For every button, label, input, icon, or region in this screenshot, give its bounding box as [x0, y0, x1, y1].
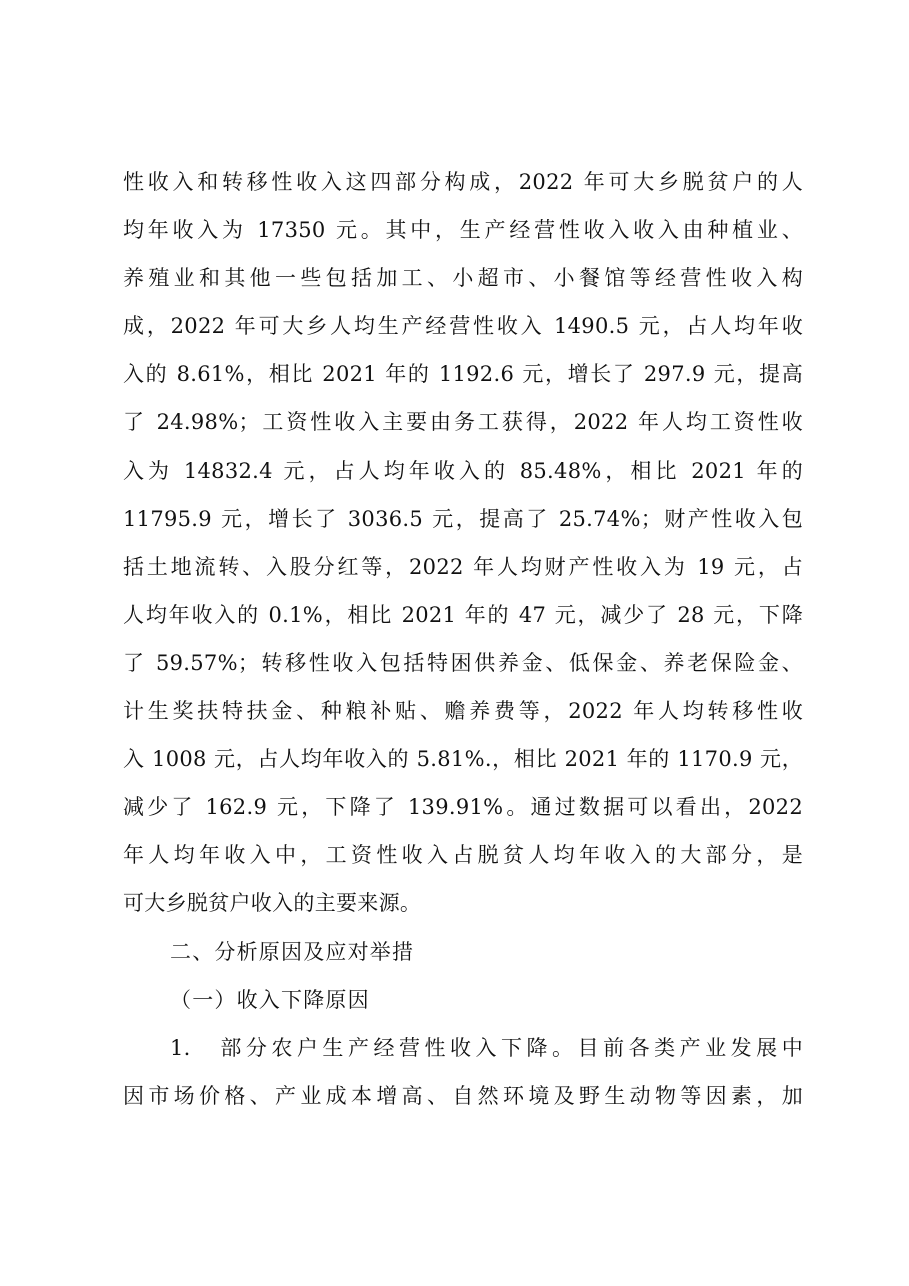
paragraph-line: 入的 8.61%，相比 2021 年的 1192.6 元，增长了 297.9 元，提高	[123, 362, 803, 387]
paragraph-line: 养殖业和其他一些包括加工、小超市、小餐馆等经营性收入构	[123, 266, 803, 291]
paragraph-line: 成，2022 年可大乡人均生产经营性收入 1490.5 元，占人均年收	[123, 314, 803, 339]
paragraph-line: 括土地流转、入股分红等，2022 年人均财产性收入为 19 元，占	[123, 554, 803, 579]
income-composition-paragraph	[123, 158, 803, 928]
paragraph-line: 性收入和转移性收入这四部分构成，2022 年可大乡脱贫户的人	[123, 170, 803, 194]
paragraph-line: 入 1008 元，占人均年收入的 5.81%.，相比 2021 年的 1170.9 元，	[123, 747, 803, 772]
paragraph-line: 11795.9 元，增长了 3036.5 元，提高了 25.74%；财产性收入包	[123, 506, 803, 531]
paragraph-line: 可大乡脱贫户收入的主要来源。	[123, 891, 422, 916]
paragraph-line: 减少了 162.9 元，下降了 139.91%。通过数据可以看出，2022	[123, 795, 803, 820]
paragraph-line: 因市场价格、产业成本增高、自然环境及野生动物等因素，加	[123, 1083, 803, 1108]
paragraph-line: 均年收入为 17350 元。其中，生产经营性收入收入由种植业、	[123, 218, 803, 243]
paragraph-line: 入为 14832.4 元，占人均年收入的 85.48%，相比 2021 年的	[123, 458, 803, 483]
paragraph-line: 了 59.57%；转移性收入包括特困供养金、低保金、养老保险金、	[123, 650, 803, 675]
section-heading: 二、分析原因及应对举措	[170, 939, 415, 964]
income-decline-paragraph	[123, 1024, 803, 1120]
paragraph-line: 人均年收入的 0.1%，相比 2021 年的 47 元，减少了 28 元，下降	[123, 602, 803, 627]
subsection-heading: （一）收入下降原因	[170, 987, 370, 1012]
paragraph-line: 年人均年收入中，工资性收入占脱贫人均年收入的大部分，是	[123, 843, 803, 868]
paragraph-line: 计生奖扶特扶金、种粮补贴、赡养费等，2022 年人均转移性收	[123, 699, 803, 724]
paragraph-line: 1. 部分农户生产经营性收入下降。目前各类产业发展中	[170, 1035, 803, 1060]
document-body	[123, 158, 803, 1120]
paragraph-line: 了 24.98%；工资性收入主要由务工获得，2022 年人均工资性收	[123, 410, 803, 435]
